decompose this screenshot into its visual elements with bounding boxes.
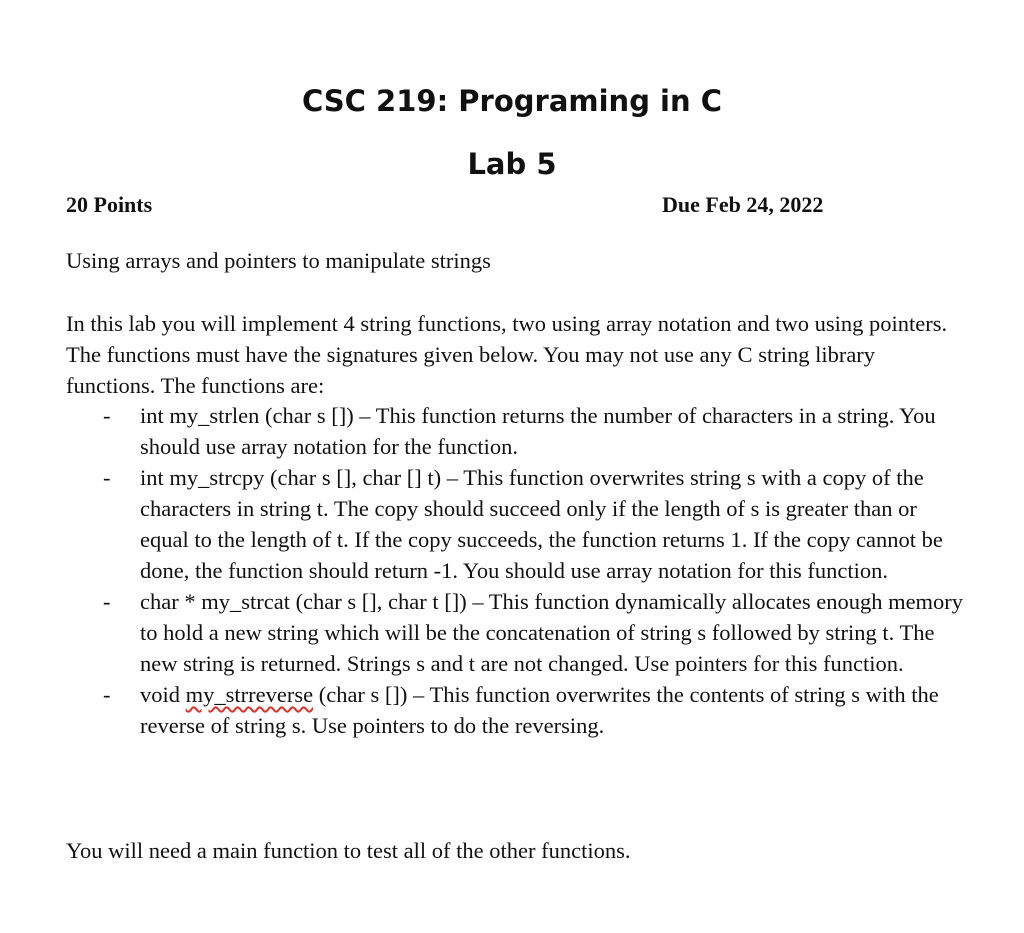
lab-title: Lab 5 (467, 147, 557, 181)
points-label: 20 Points (66, 192, 153, 217)
intro-paragraph: In this lab you will implement 4 string functions, two using array notation and two using pointers. The functions must have the signatures given below. You may not use any C string library functions. The functions are: (66, 311, 948, 398)
course-title: CSC 219: Programing in C (301, 84, 723, 118)
requirement-text-prefix: void (140, 682, 186, 707)
due-date: Due Feb 24, 2022 (662, 192, 824, 217)
list-dash: - (103, 682, 111, 707)
requirement-item-strcat (66, 586, 966, 679)
list-dash: - (103, 465, 111, 490)
function-requirements-list (66, 400, 966, 741)
requirement-item-strreverse (66, 679, 966, 741)
requirement-text: int my_strlen (char s []) – This function returns the number of characters in a string. You should use array notation for the function. (140, 403, 936, 459)
misspelled-word[interactable]: my_strreverse (185, 682, 314, 707)
requirement-item-strcpy (66, 462, 966, 586)
requirement-item-strlen (66, 400, 966, 462)
lab-subtitle: Using arrays and pointers to manipulate strings (66, 248, 491, 273)
list-dash: - (103, 589, 111, 614)
list-dash: - (103, 403, 111, 428)
closing-paragraph: You will need a main function to test all of the other functions. (66, 838, 631, 863)
requirement-text: int my_strcpy (char s [], char [] t) – This function overwrites string s with a copy of the characters in string t. The copy should succeed only if the length of s is greater than or equal to the length of t. If the copy succeeds, the function returns 1. If the copy cannot be done, the function should return -1. You should use array notation for this function. (140, 465, 943, 583)
requirement-text: char * my_strcat (char s [], char t []) – This function dynamically allocates enough memory to hold a new string which will be the concatenation of string s followed by string t. The new string is returned. Strings s and t are not changed. Use pointers for this function. (140, 589, 964, 676)
requirement-text: (char s []) – This function overwrites the contents of string s with the reverse of string s. Use pointers to do the reversing. (140, 682, 939, 738)
